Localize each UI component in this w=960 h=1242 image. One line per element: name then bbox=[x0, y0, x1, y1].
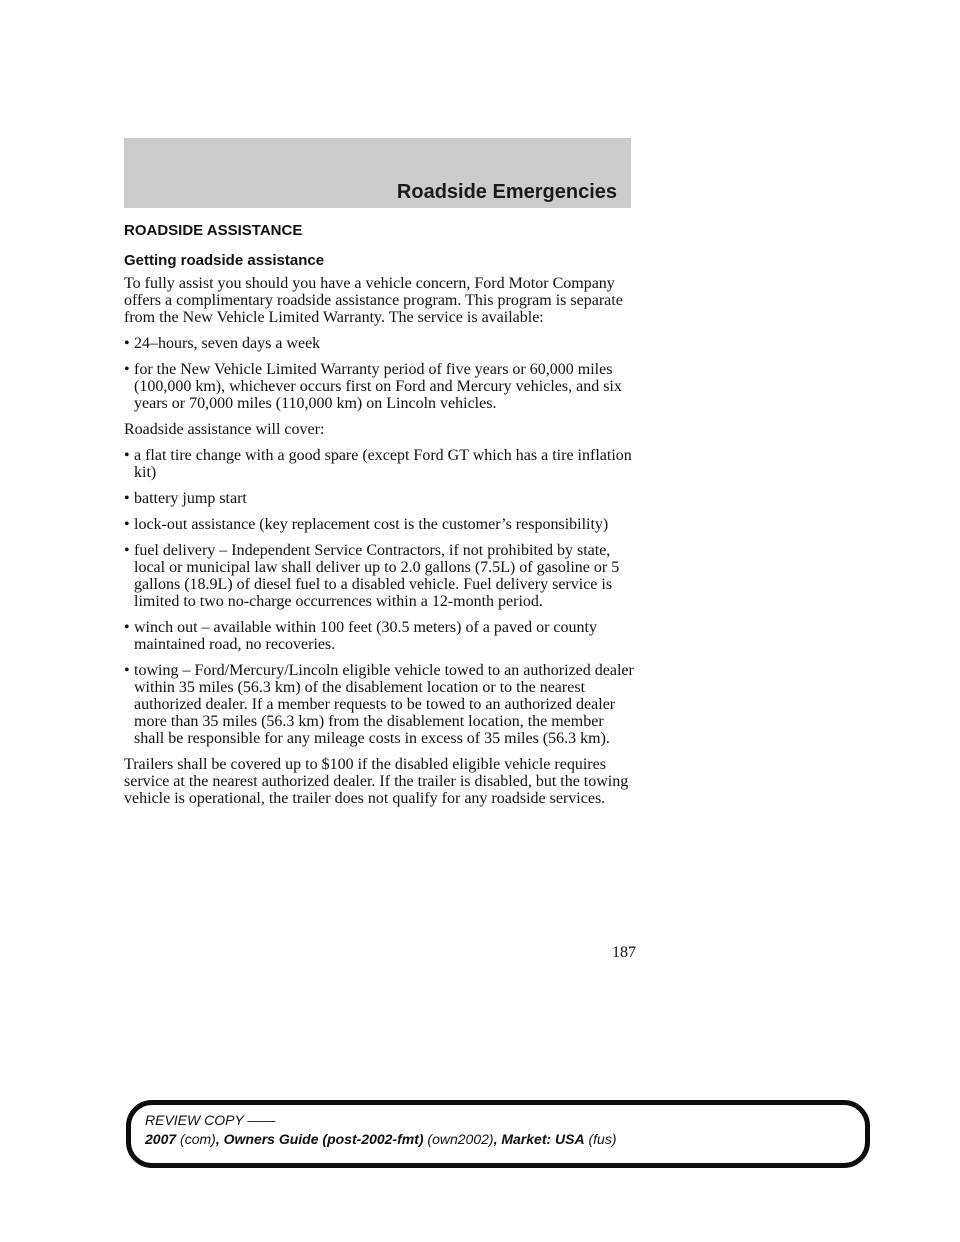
list-item-text: 24–hours, seven days a week bbox=[134, 335, 321, 352]
list-item-text: a flat tire change with a good spare (except Ford GT which has a tire inflation kit) bbox=[134, 447, 632, 481]
bullet-icon: • bbox=[124, 516, 130, 533]
review-copy-label: REVIEW COPY —— bbox=[145, 1112, 276, 1128]
bullet-icon: • bbox=[124, 662, 130, 679]
page-header-title: Roadside Emergencies bbox=[396, 181, 617, 203]
list-item bbox=[124, 542, 636, 610]
list-item-text: fuel delivery – Independent Service Contractors, if not prohibited by state, local or municipal law shall deliver up to 2.0 gallons (7.5L) of gasoline or 5 gallons (18.9L) of diesel fuel to a disabled vehicle. Fuel delivery service is limited to two no-charge occurrences within a 12-month period. bbox=[134, 542, 620, 610]
list-item bbox=[124, 516, 636, 533]
main-content bbox=[124, 222, 636, 816]
availability-list bbox=[124, 335, 636, 412]
list-item-text: winch out – available within 100 feet (30.5 meters) of a paved or county maintained road, no recoveries. bbox=[134, 619, 597, 653]
coverage-list bbox=[124, 447, 636, 747]
trailers-paragraph: Trailers shall be covered up to $100 if the disabled eligible vehicle requires service at the nearest authorized dealer. If the trailer is disabled, but the towing vehicle is operational, the trailer does not qualify for any roadside services. bbox=[124, 756, 629, 807]
doc-market: USA bbox=[555, 1131, 585, 1147]
list-item-text: towing – Ford/Mercury/Lincoln eligible vehicle towed to an authorized dealer within 35 miles (56.3 km) of the disablement location or to the nearest authorized dealer. If a member requests to be towed to an authorized dealer more than 35 miles (56.3 km) from the disablement location, the member shall be responsible for any mileage costs in excess of 35 miles (56.3 km). bbox=[134, 662, 634, 747]
doc-market-label: , Market: bbox=[493, 1131, 556, 1147]
list-item bbox=[124, 335, 636, 352]
list-item bbox=[124, 490, 636, 507]
list-item bbox=[124, 619, 636, 653]
subsection-title: Getting roadside assistance bbox=[124, 252, 325, 269]
list-item-text: for the New Vehicle Limited Warranty period of five years or 60,000 miles (100,000 km), whichever occurs first on Ford and Mercury vehicles, and six years or 70,000 miles (110,000 km) on Lincoln vehicles. bbox=[134, 361, 622, 412]
doc-year: 2007 bbox=[145, 1131, 177, 1147]
bullet-icon: • bbox=[124, 361, 130, 378]
intro-paragraph: To fully assist you should you have a vehicle concern, Ford Motor Company offers a complimentary roadside assistance program. This program is separate from the New Vehicle Limited Warranty. The service is available: bbox=[124, 275, 623, 326]
bullet-icon: • bbox=[124, 542, 130, 559]
list-item-text: battery jump start bbox=[134, 490, 247, 507]
list-item bbox=[124, 361, 636, 412]
coverage-intro: Roadside assistance will cover: bbox=[124, 421, 325, 438]
doc-guide-name: , Owners Guide (post-2002-fmt) bbox=[215, 1131, 424, 1147]
list-item bbox=[124, 662, 636, 747]
doc-code: (own2002) bbox=[423, 1131, 494, 1147]
list-item bbox=[124, 447, 636, 481]
bullet-icon: • bbox=[124, 335, 130, 352]
review-copy-box bbox=[126, 1100, 870, 1168]
bullet-icon: • bbox=[124, 490, 130, 507]
doc-fus: (fus) bbox=[584, 1131, 617, 1147]
document-info-line bbox=[145, 1131, 617, 1147]
doc-com: (com) bbox=[176, 1131, 216, 1147]
bullet-icon: • bbox=[124, 619, 130, 636]
page-number: 187 bbox=[612, 944, 636, 961]
header-band bbox=[124, 138, 631, 208]
section-title: ROADSIDE ASSISTANCE bbox=[124, 222, 303, 239]
bullet-icon: • bbox=[124, 447, 130, 464]
list-item-text: lock-out assistance (key replacement cost is the customer’s responsibility) bbox=[134, 516, 609, 533]
